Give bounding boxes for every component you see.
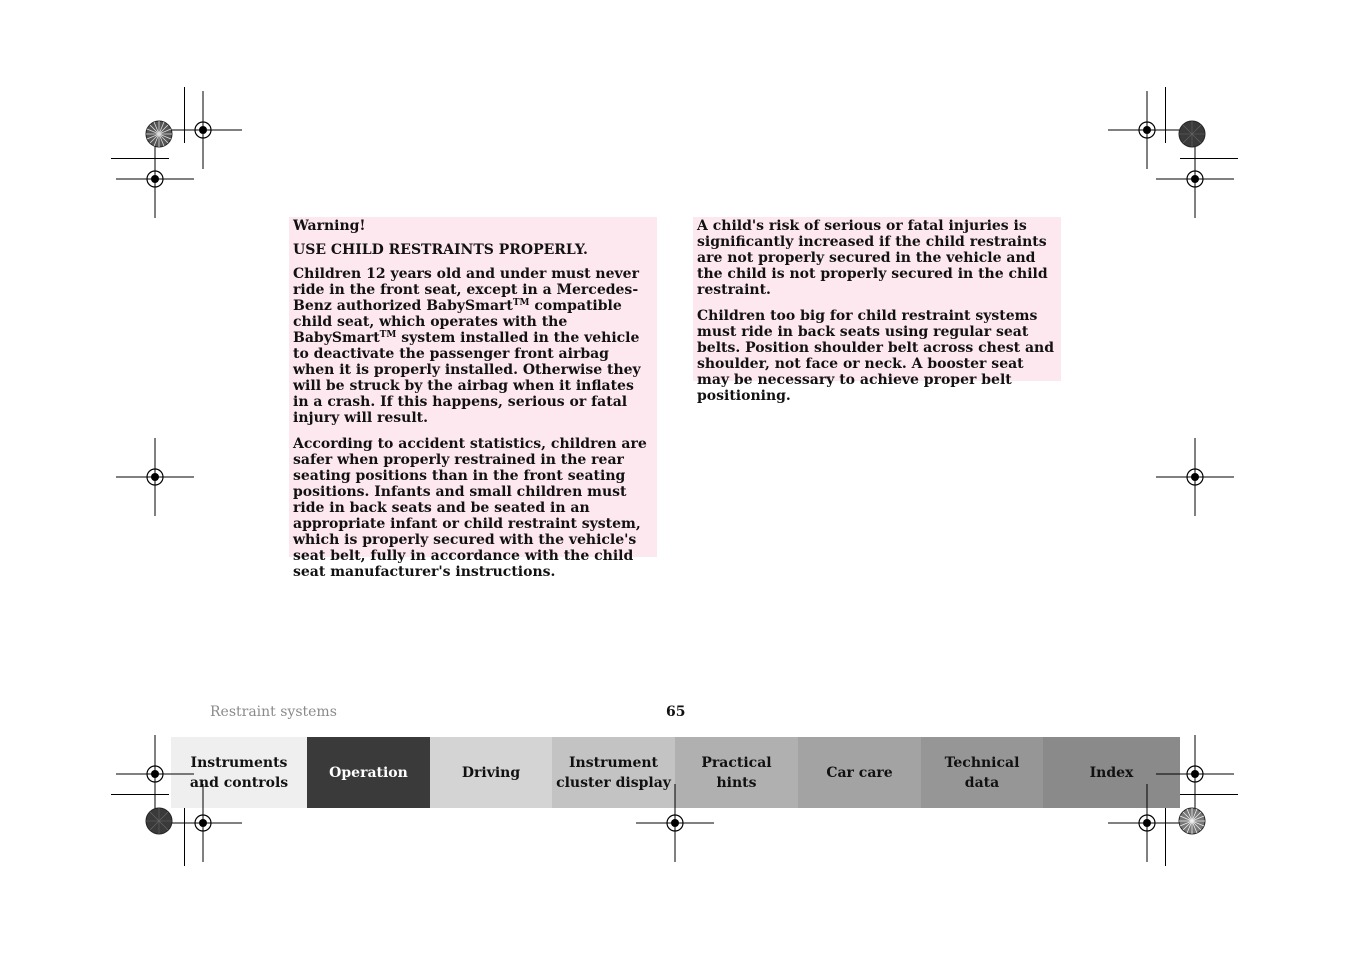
- warning-paragraph-3: A child's risk of serious or fatal injuries is significantly increased if the child restraints are not properly secured in the vehicle and the child is not properly secured in the child restraint.: [697, 218, 1048, 298]
- warning-paragraph-2: According to accident statistics, children are safer when properly restrained in the rear seating positions than in the front seating positions. Infants and small children must ride in back seats and be seated in an appropriate infant or child restraint system, which is properly secured with the vehicle's seat belt, fully in accordance with the child seat manufacturer's instructions.: [293, 436, 647, 580]
- tab-instruments-and-controls[interactable]: Instruments and controls: [171, 737, 307, 808]
- starburst-target-icon: [1178, 807, 1206, 835]
- registration-crosshair-icon: [1108, 784, 1186, 862]
- registration-crosshair-icon: [116, 438, 194, 516]
- registration-crosshair-icon: [164, 784, 242, 862]
- section-label: Restraint systems: [210, 704, 337, 720]
- page-number: 65: [666, 704, 686, 720]
- warning-title: Warning!: [293, 218, 366, 234]
- registration-crosshair-icon: [116, 140, 194, 218]
- warning-paragraph-4: Children too big for child restraint systems must ride in back seats using regular seat belts. Position shoulder belt across chest and shoulder, not face or neck. A booster seat may be necessary to achieve proper belt positioning.: [697, 308, 1054, 404]
- registration-crosshair-icon: [1156, 438, 1234, 516]
- registration-crosshair-icon: [636, 784, 714, 862]
- trademark-symbol: TM: [512, 298, 530, 308]
- solid-target-icon: [145, 807, 173, 835]
- warning-box-left: [289, 217, 657, 580]
- tab-instrument-cluster-display[interactable]: Instrument cluster display: [552, 737, 675, 808]
- trademark-symbol: TM: [379, 330, 397, 340]
- tab-practical-hints[interactable]: Practical hints: [675, 737, 798, 808]
- warning-box-right: [693, 217, 1061, 404]
- tab-operation[interactable]: Operation: [307, 737, 430, 808]
- solid-target-icon: [1178, 120, 1206, 148]
- warning-heading: USE CHILD RESTRAINTS PROPERLY.: [293, 242, 588, 258]
- tab-car-care[interactable]: Car care: [798, 737, 921, 808]
- warning-paragraph-1: Children 12 years old and under must never ride in the front seat, except in a Mercedes-Benz authorized BabySmart™ compatible child seat, which operates with the BabySmart™ system installed in the vehicle to deactivate the passenger front airbag when it is properly installed. Otherwise they will be struck by the airbag when it inflates in a crash. If this happens, serious or fatal injury will result.: [293, 266, 641, 426]
- tab-index[interactable]: Index: [1043, 737, 1180, 808]
- registration-crosshair-icon: [1156, 140, 1234, 218]
- starburst-target-icon: [145, 120, 173, 148]
- tab-driving[interactable]: Driving: [430, 737, 552, 808]
- tab-technical-data[interactable]: Technical data: [921, 737, 1043, 808]
